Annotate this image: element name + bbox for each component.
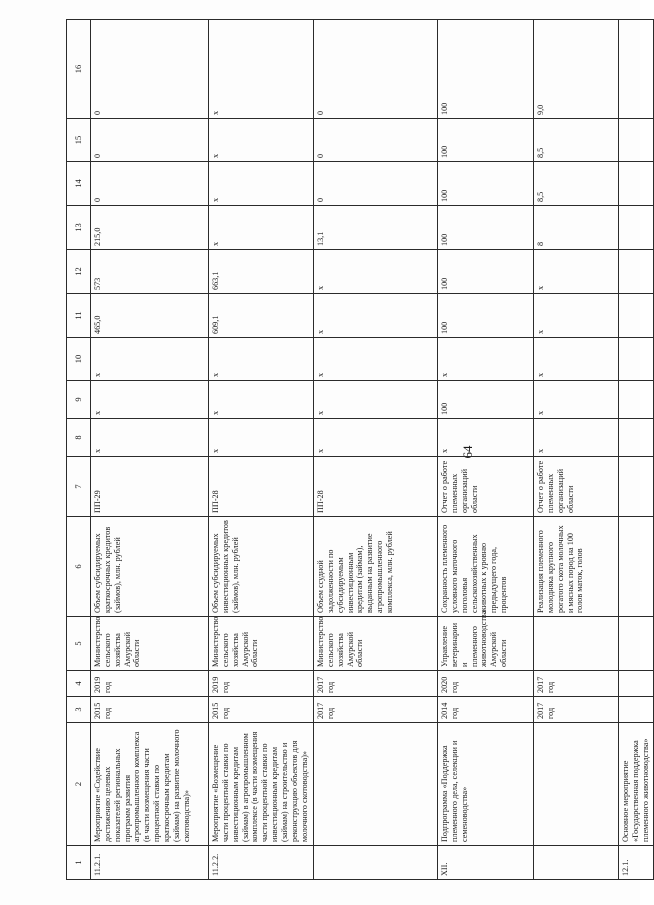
table-cell: 663,1 <box>209 250 314 294</box>
table-cell: ПП-28 <box>314 457 438 517</box>
table-cell: 0 <box>314 20 438 119</box>
table-cell: Объем субсидируемых инвестиционных кредитов (займов), млн. рублей <box>209 517 314 617</box>
table-cell: XII. <box>438 846 534 880</box>
table-cell: 9,0 <box>534 20 619 119</box>
table-cell <box>314 723 438 846</box>
column-header: 3 <box>67 697 91 723</box>
table-cell <box>534 723 619 846</box>
table-cell: x <box>209 338 314 381</box>
column-header: 2 <box>67 723 91 846</box>
table-cell: 2017 год <box>314 671 438 697</box>
table-cell: x <box>314 419 438 457</box>
table-cell: 609,1 <box>209 294 314 338</box>
table-cell: 12.1. <box>619 846 654 880</box>
table-row <box>619 20 654 880</box>
table-cell: Подпрограмма «Поддержка племенного дела, селекции и семеноводства» <box>438 723 534 846</box>
table-cell: 13,1 <box>314 206 438 250</box>
table-cell: Объем субсидируемых краткосрочных кредитов (займов), млн. рублей <box>91 517 209 617</box>
column-header: 13 <box>67 206 91 250</box>
table-cell: x <box>209 206 314 250</box>
table-cell: 2015 год <box>209 697 314 723</box>
column-header: 9 <box>67 381 91 419</box>
table-cell: 100 <box>438 294 534 338</box>
table-cell: x <box>534 381 619 419</box>
table-cell: 100 <box>438 162 534 206</box>
column-header: 10 <box>67 338 91 381</box>
table-cell: 0 <box>91 119 209 162</box>
table-cell: 100 <box>438 119 534 162</box>
table-cell: x <box>209 419 314 457</box>
table-cell: Объем ссудной задолженности по субсидируемым инвестиционным кредитам (займам), выданным на развитие агропромышленного комплекса, млн. рублей <box>314 517 438 617</box>
table-cell: 0 <box>91 20 209 119</box>
table-cell: x <box>209 119 314 162</box>
table-cell: 0 <box>314 119 438 162</box>
table-cell <box>619 697 654 723</box>
column-header: 15 <box>67 119 91 162</box>
page-number: 64 <box>460 445 475 459</box>
column-header: 12 <box>67 250 91 294</box>
table-cell: 100 <box>438 206 534 250</box>
table-cell: Основное мероприятие «Государственная поддержка племенного животноводства» <box>619 723 654 846</box>
table-cell: ПП-29 <box>91 457 209 517</box>
table-row <box>91 20 209 880</box>
table-cell <box>619 419 654 457</box>
column-header: 4 <box>67 671 91 697</box>
table-row <box>438 20 534 880</box>
table-cell: 2019 год <box>209 671 314 697</box>
table-cell: Мероприятие «Содействие достижению целевых показателей региональных программ развития агропромышленного комплекса (в части возмещения части процентной ставки по краткосрочным кредитам (займам) на развитие молочного скотоводства)» <box>91 723 209 846</box>
table-cell: 8 <box>534 206 619 250</box>
table-cell: 0 <box>314 162 438 206</box>
table-cell: x <box>438 338 534 381</box>
table-cell: 465,0 <box>91 294 209 338</box>
table-cell <box>314 846 438 880</box>
table-cell: x <box>91 419 209 457</box>
table-cell: Управление ветеринарии и племенного животноводства Амурской области <box>438 617 534 671</box>
table-cell: x <box>534 419 619 457</box>
table-cell: 11.2.1. <box>91 846 209 880</box>
table-cell: Отчет о работе племенных организаций области <box>438 457 534 517</box>
column-header: 1 <box>67 846 91 880</box>
table-cell <box>619 517 654 617</box>
table-cell: x <box>91 381 209 419</box>
table-cell <box>619 20 654 119</box>
table-cell: 2020 год <box>438 671 534 697</box>
table-cell: 2017 год <box>534 697 619 723</box>
table-cell: Министерство сельского хозяйства Амурской области <box>314 617 438 671</box>
program-table <box>66 19 654 880</box>
table-cell: x <box>209 162 314 206</box>
table-row <box>209 20 314 880</box>
table-cell <box>619 338 654 381</box>
table-cell: x <box>91 338 209 381</box>
table-cell: 2014 год <box>438 697 534 723</box>
table-cell: 8,5 <box>534 119 619 162</box>
table-cell: x <box>314 294 438 338</box>
table-cell: 11.2.2. <box>209 846 314 880</box>
column-header: 11 <box>67 294 91 338</box>
table-cell: ПП-28 <box>209 457 314 517</box>
table-cell <box>619 294 654 338</box>
table-cell: x <box>314 250 438 294</box>
table-cell: x <box>314 381 438 419</box>
table-cell: 8,5 <box>534 162 619 206</box>
table-cell: 0 <box>91 162 209 206</box>
table-cell <box>619 381 654 419</box>
table-cell: x <box>534 250 619 294</box>
column-header: 5 <box>67 617 91 671</box>
table-cell: 2019 год <box>91 671 209 697</box>
table-cell: x <box>209 381 314 419</box>
table-cell: 2015 год <box>91 697 209 723</box>
column-header: 7 <box>67 457 91 517</box>
table-cell: Реализация племенного молодняка крупного рогатого скота молочных и мясных пород на 100 голов маток, голов <box>534 517 619 617</box>
column-header: 14 <box>67 162 91 206</box>
table-cell: x <box>534 338 619 381</box>
table-cell <box>619 162 654 206</box>
table-cell: 573 <box>91 250 209 294</box>
table-cell: 2017 год <box>534 671 619 697</box>
table-cell <box>619 457 654 517</box>
table-cell: 215,0 <box>91 206 209 250</box>
rotated-table-container <box>66 20 650 880</box>
header-row <box>67 20 91 880</box>
table-cell: Министерство сельского хозяйства Амурской области <box>91 617 209 671</box>
table-row <box>314 20 438 880</box>
table-cell: 100 <box>438 20 534 119</box>
table-cell <box>619 617 654 671</box>
table-cell: x <box>438 419 534 457</box>
table-cell <box>619 250 654 294</box>
table-cell: Отчет о работе племенных организаций области <box>534 457 619 517</box>
table-cell: x <box>209 20 314 119</box>
table-cell: x <box>314 338 438 381</box>
table-cell <box>619 119 654 162</box>
table-cell: Мероприятие «Возмещение части процентной ставки по инвестиционным кредитам (займам) в агропромышленном комплексе (в части возмещения части процентной ставки по инвестиционным кредитам (займам) на строительство и реконструкцию объектов для молочного скотоводства)» <box>209 723 314 846</box>
table-cell: 2017 год <box>314 697 438 723</box>
column-header: 16 <box>67 20 91 119</box>
table-cell: Сохранность племенного условного маточного поголовья сельскохозяйственных животных к уровню предыдущего года, процентов <box>438 517 534 617</box>
table-cell <box>534 846 619 880</box>
table-cell <box>534 617 619 671</box>
table-cell <box>619 671 654 697</box>
table-cell: 100 <box>438 381 534 419</box>
column-header: 6 <box>67 517 91 617</box>
table-cell: Министерство сельского хозяйства Амурской области <box>209 617 314 671</box>
table-cell: x <box>534 294 619 338</box>
table-cell <box>619 206 654 250</box>
column-header: 8 <box>67 419 91 457</box>
table-cell: 100 <box>438 250 534 294</box>
table-row <box>534 20 619 880</box>
